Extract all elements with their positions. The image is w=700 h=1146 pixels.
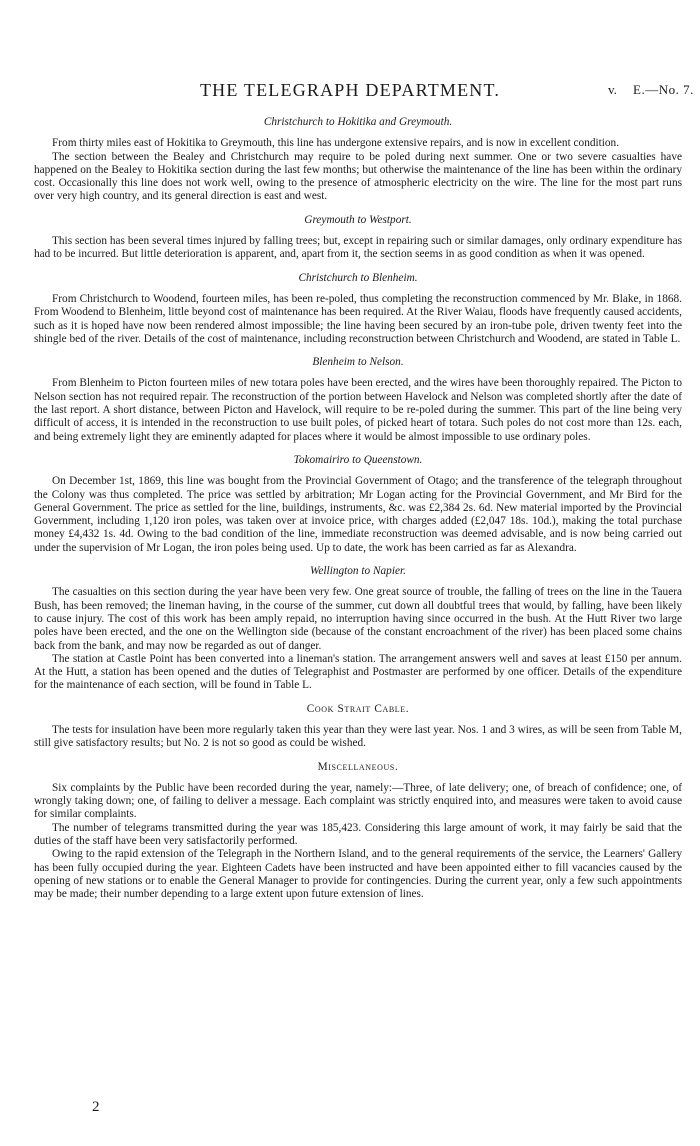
section-heading: Cook Strait Cable. <box>306 702 410 715</box>
page-title: THE TELEGRAPH DEPARTMENT. <box>199 80 501 100</box>
section-heading: Greymouth to Westport. <box>304 213 412 226</box>
paragraph: Six complaints by the Public have been recorded during the year, namely:—Three, of late delivery; one, of breach of confidence; one, of wrongly taking down; one, of failing to deliver a message. Each complaint was strictly enquired into, and measures were taken to avoid cause for similar complaints. <box>34 781 682 821</box>
paragraph: From thirty miles east of Hokitika to Greymouth, this line has undergone extensive repairs, and is now in excellent condition. <box>52 137 620 150</box>
section-heading: Blenheim to Nelson. <box>312 356 404 369</box>
paragraph: This section has been several times injured by falling trees; but, except in repairing such or similar damages, only ordinary expenditure has had to be incurred. But little deterioration is apparent, and, apart from it, the section seems in as good condition as when it was opened. <box>34 235 682 261</box>
section-heading: Tokomairiro to Queenstown. <box>293 453 423 466</box>
paragraph: The station at Castle Point has been converted into a lineman's station. The arrangement answers well and saves at least £150 per annum. At the Hutt, a station has been opened and the duties of Telegraphist and Postmaster are performed by one officer. Details of the expenditure for the maintenance of each section, will be found in Table L. <box>34 652 682 692</box>
section-heading: Miscellaneous. <box>317 760 399 773</box>
page-header <box>0 80 700 104</box>
section-heading: Wellington to Napier. <box>310 565 406 578</box>
section-heading: Christchurch to Blenheim. <box>298 271 418 284</box>
paragraph: The number of telegrams transmitted during the year was 185,423. Considering this large amount of work, it may fairly be said that the duties of the staff have been very satisfactorily performed. <box>34 821 682 848</box>
document-reference: E.—No. 7. <box>633 82 694 97</box>
paragraph: Owing to the rapid extension of the Telegraph in the Northern Island, and to the general requirements of the service, the Learners' Gallery has been fully occupied during the year. Eighteen Cadets have been instructed and have been appointed either to fill vacancies caused by the opening of new stations or to enable the General Manager to provide for contingencies. During the current year, only a few such appointments may be made; their number depending to a large extent upon future extension of lines. <box>34 848 682 901</box>
paragraph: The tests for insulation have been more regularly taken this year than they were last year. Nos. 1 and 3 wires, as will be seen from Table M, still give satisfactory results; but No. 2 is not so good as could be wished. <box>34 723 682 750</box>
page-number: 2 <box>92 1099 100 1115</box>
paragraph: From Blenheim to Picton fourteen miles of new totara poles have been erected, and the wires have been thoroughly repaired. The Picton to Nelson section has not required repair. The reconstruction of the portion between Havelock and Nelson was completed shortly after the date of the last report. A short distance, between Picton and Havelock, will require to be re-poled during the summer. This part of the line being very difficult of access, it is intended in the reconstruction to use built poles, of picked heart of totara. Such poles do not cost more than 12s. each, and being extremely light they are eminently adapted for places where it would be almost impossible to use ordinary poles. <box>34 377 682 443</box>
paragraph: The section between the Bealey and Christchurch may require to be poled during next summer. One or two severe casualties have happened on the Bealey to Hokitika section during the last few months; but otherwise the maintenance of the line has been within the ordinary cost. Occasionally this line does not work well, owing to the presence of atmospheric electricity on the wire. The line for the most part runs over very high country, and its general direction is east and west. <box>34 150 682 203</box>
paragraph: The casualties on this section during the year have been very few. One great source of trouble, the falling of trees on the line in the Tauera Bush, has been removed; the lineman having, in the course of the summer, cut down all doubtful trees that would, by falling, have been likely to cause injury. The cost of this work has been amply repaid, no interruption having since occurred in the bush. At the Hutt River two large poles have been erected, and the one on the Wellington side (because of the constant encroachment of the river) has been placed some chains back from the bank, and may now be regarded as out of danger. <box>34 586 682 652</box>
report-body <box>34 110 682 902</box>
paragraph: From Christchurch to Woodend, fourteen miles, has been re-poled, thus completing the reconstruction commenced by Mr. Blake, in 1868. From Woodend to Blenheim, little beyond cost of maintenance has been required. At the River Waiau, floods have frequently caused accidents, such as it is hoped have now been rendered almost impossible; the line having been secured by an iron-tube pole, driven twenty feet into the shingle bed of the river. Details of the cost of maintenance, including reconstruction between Christchurch and Woodend, are stated in Table L. <box>34 292 682 345</box>
paragraph: On December 1st, 1869, this line was bought from the Provincial Government of Otago; and the transference of the telegraph throughout the Colony was thus completed. The price was settled by arbitration; Mr Logan acting for the Provincial Government, and Mr Bird for the General Government. The price as settled for the line, buildings, instruments, &c. was £2,384 2s. 6d. New material imported by the Provincial Government, including 1,120 iron poles, was taken over at invoice price, with charges added (£2,047 18s. 10d.), making the total purchase money £4,432 1s. 4d. Owing to the bad condition of the line, immediate reconstruction was deemed advisable, and is now being carried out under the supervision of Mr Logan, the iron poles being used. Up to date, the work has been carried as far as Alexandra. <box>34 475 682 554</box>
section-number: v. <box>608 82 617 97</box>
section-heading: Christchurch to Hokitika and Greymouth. <box>263 116 453 128</box>
